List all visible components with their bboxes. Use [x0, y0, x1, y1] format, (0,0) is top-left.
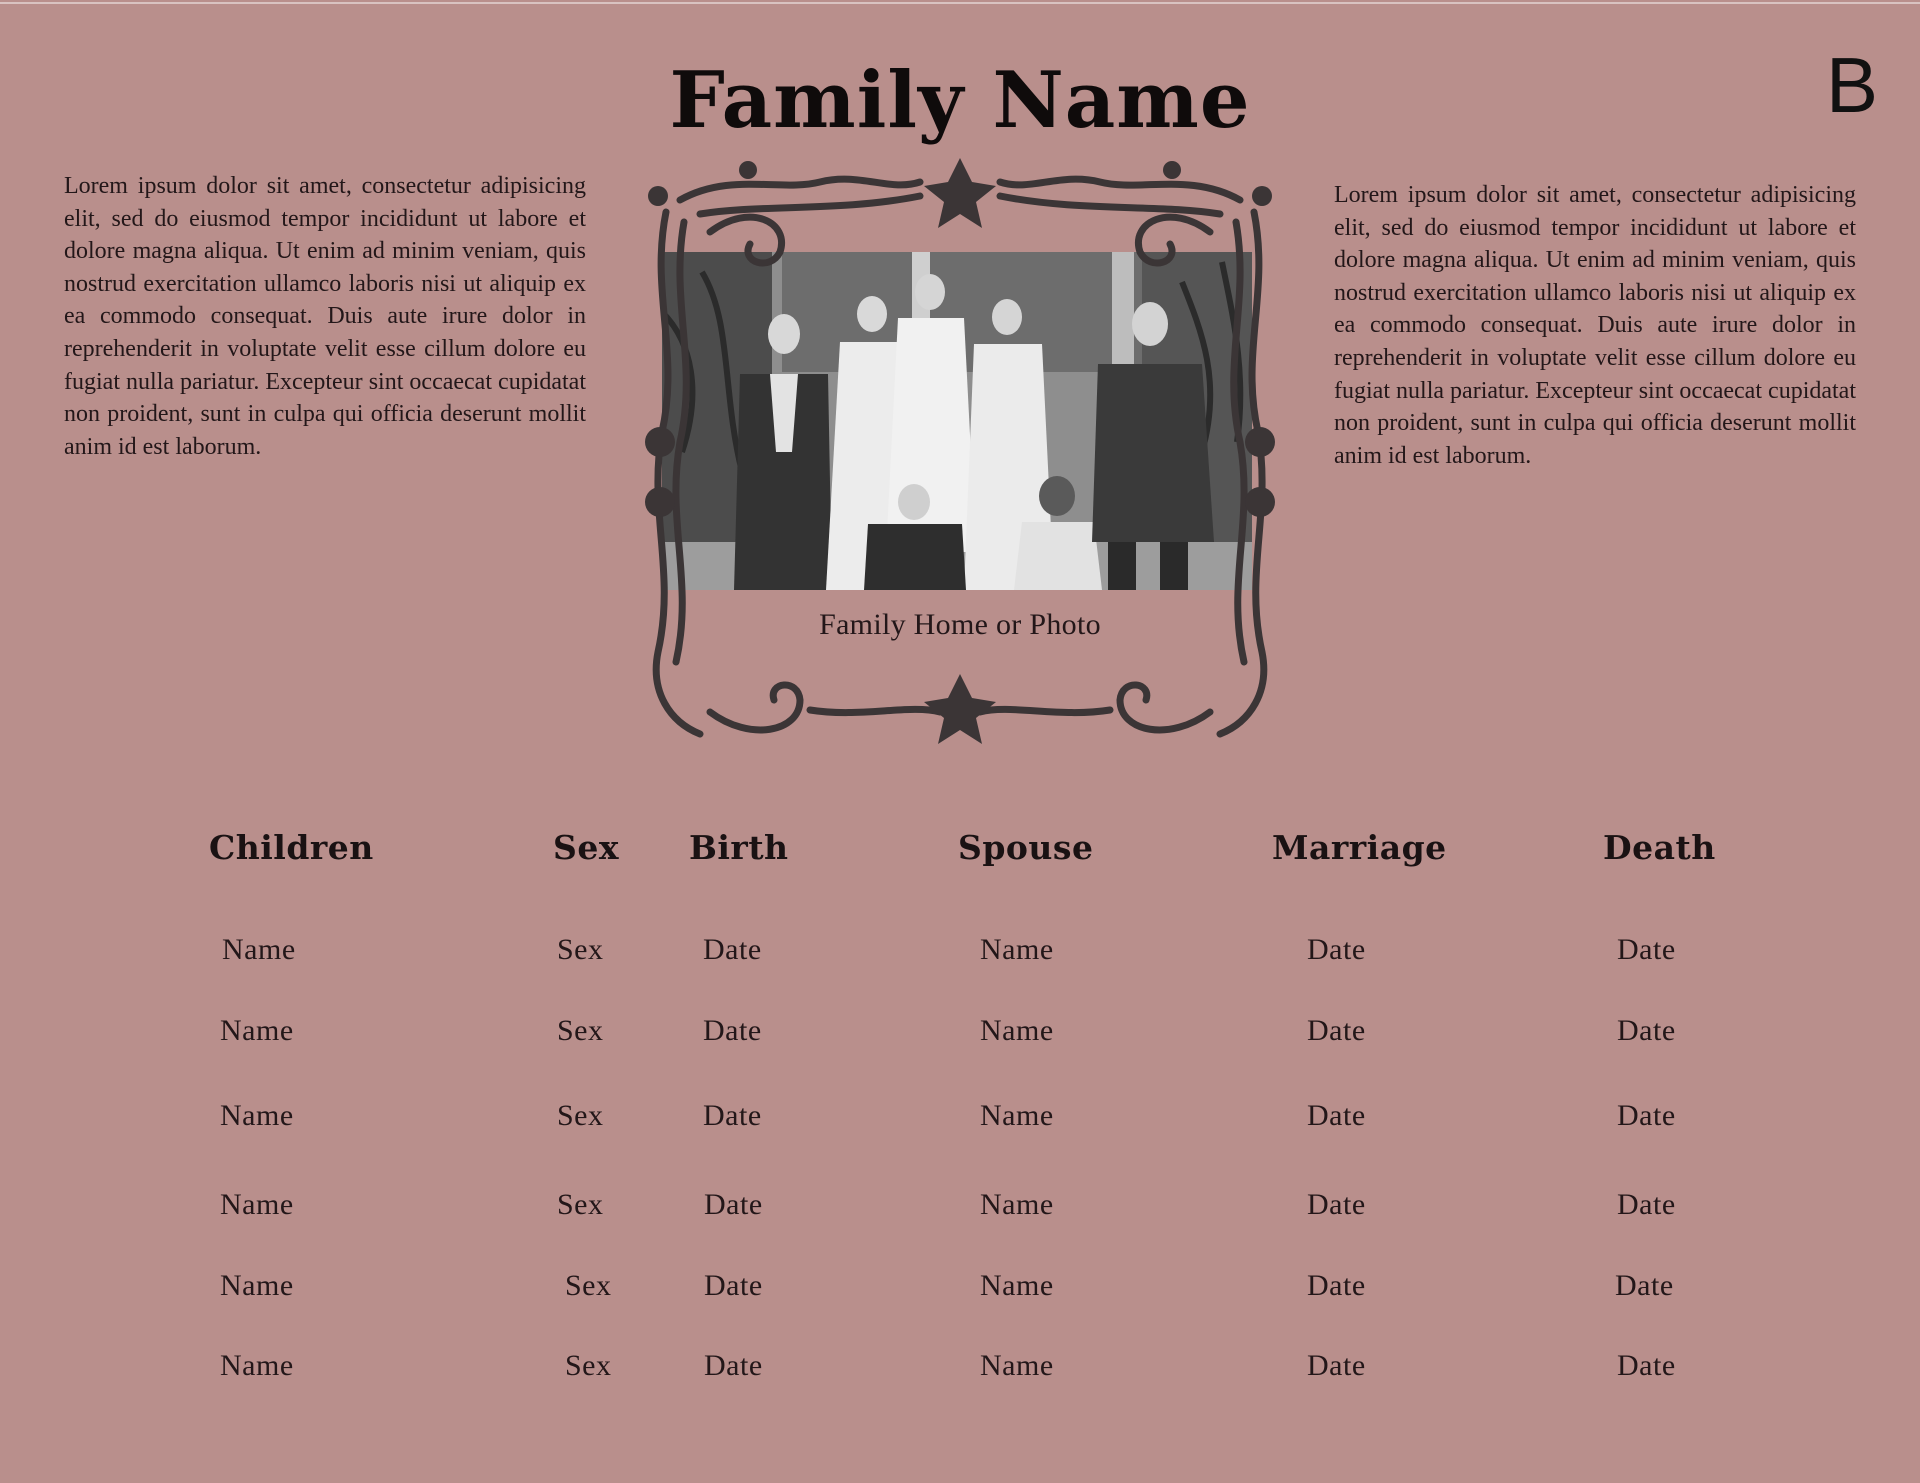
cell-spouse: Name: [980, 1269, 1054, 1302]
cell-children: Name: [220, 1099, 294, 1132]
table-row: [0, 1014, 1920, 1064]
header-sex: Sex: [553, 828, 620, 867]
cell-death: Date: [1617, 1099, 1676, 1132]
cell-children: Name: [220, 1014, 294, 1047]
cell-birth: Date: [704, 1349, 763, 1382]
ornamental-photo-frame: [640, 152, 1280, 748]
header-death: Death: [1603, 828, 1716, 867]
cell-marriage: Date: [1307, 1014, 1366, 1047]
cell-spouse: Name: [980, 933, 1054, 966]
cell-marriage: Date: [1307, 1269, 1366, 1302]
cell-birth: Date: [704, 1269, 763, 1302]
cell-death: Date: [1617, 933, 1676, 966]
table-row: [0, 1188, 1920, 1238]
cell-birth: Date: [703, 933, 762, 966]
table-header: [0, 828, 1920, 878]
ornament-border-graphic: [640, 152, 1280, 748]
cell-birth: Date: [704, 1188, 763, 1221]
top-divider-line: [0, 2, 1920, 4]
cell-marriage: Date: [1307, 1099, 1366, 1132]
page-letter: B: [1825, 41, 1878, 129]
cell-sex: Sex: [557, 1099, 604, 1132]
cell-marriage: Date: [1307, 1188, 1366, 1221]
cell-death: Date: [1617, 1014, 1676, 1047]
cell-children: Name: [220, 1269, 294, 1302]
cell-sex: Sex: [557, 933, 604, 966]
cell-children: Name: [220, 1188, 294, 1221]
cell-sex: Sex: [557, 1188, 604, 1221]
cell-spouse: Name: [980, 1188, 1054, 1221]
table-row: [0, 1349, 1920, 1399]
cell-sex: Sex: [565, 1269, 612, 1302]
header-birth: Birth: [689, 828, 789, 867]
header-children: Children: [209, 828, 374, 867]
header-marriage: Marriage: [1272, 828, 1447, 867]
cell-death: Date: [1615, 1269, 1674, 1302]
table-row: [0, 1099, 1920, 1149]
table-row: [0, 1269, 1920, 1319]
cell-spouse: Name: [980, 1349, 1054, 1382]
cell-sex: Sex: [565, 1349, 612, 1382]
cell-spouse: Name: [980, 1099, 1054, 1132]
cell-death: Date: [1617, 1349, 1676, 1382]
left-paragraph: Lorem ipsum dolor sit amet, consectetur adipisicing elit, sed do eiusmod tempor incididunt ut labore et dolore magna aliqua. Ut enim ad minim veniam, quis nostrud exercitation ullamco laboris nisi ut aliquip ex ea commodo consequat. Duis aute irure dolor in reprehenderit in voluptate velit esse cillum dolore eu fugiat nulla pariatur. Excepteur sint occaecat cupidatat non proident, sunt in culpa qui officia deserunt mollit anim id est laborum.: [64, 173, 586, 460]
header-spouse: Spouse: [958, 828, 1094, 867]
page-title: Family Name: [669, 55, 1251, 146]
cell-birth: Date: [703, 1014, 762, 1047]
cell-death: Date: [1617, 1188, 1676, 1221]
cell-sex: Sex: [557, 1014, 604, 1047]
cell-marriage: Date: [1307, 933, 1366, 966]
cell-marriage: Date: [1307, 1349, 1366, 1382]
cell-birth: Date: [703, 1099, 762, 1132]
cell-children: Name: [222, 933, 296, 966]
right-paragraph: Lorem ipsum dolor sit amet, consectetur adipisicing elit, sed do eiusmod tempor incididunt ut labore et dolore magna aliqua. Ut enim ad minim veniam, quis nostrud exercitation ullamco laboris nisi ut aliquip ex ea commodo consequat. Duis aute irure dolor in reprehenderit in voluptate velit esse cillum dolore eu fugiat nulla pariatur. Excepteur sint occaecat cupidatat non proident, sunt in culpa qui officia deserunt mollit anim id est laborum.: [1334, 182, 1856, 469]
photo-caption: Family Home or Photo: [819, 608, 1101, 641]
table-row: [0, 933, 1920, 983]
cell-spouse: Name: [980, 1014, 1054, 1047]
cell-children: Name: [220, 1349, 294, 1382]
